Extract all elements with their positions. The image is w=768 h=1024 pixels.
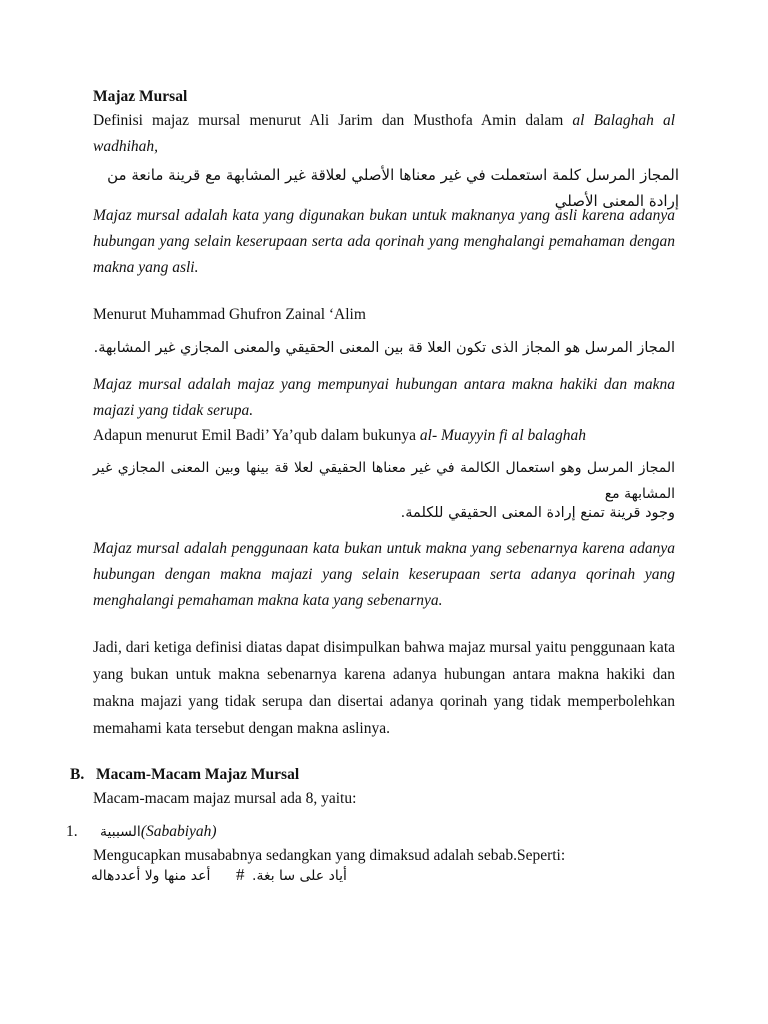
list-item-1-term	[100, 819, 217, 845]
list-item-1-description: Mengucapkan musababnya sedangkan yang dimaksud adalah sebab.Seperti:	[93, 847, 566, 864]
section-title: Majaz Mursal	[93, 88, 188, 105]
definition-3-intro-text: Adapun menurut Emil Badi’ Ya’qub dalam bukunya	[93, 427, 417, 444]
definition-2-intro: Menurut Muhammad Ghufron Zainal ‘Alim	[93, 306, 366, 323]
definition-1-intro-text: Definisi majaz mursal menurut Ali Jarim dan Musthofa Amin dalam	[93, 112, 564, 129]
definition-1-source: al Balaghah al wadhihah,	[93, 112, 676, 155]
example-verse-left: أعد منها ولا أعددهاله	[91, 868, 211, 884]
example-verse-right: أياد على سا بغة.	[252, 868, 347, 884]
list-item-1-number: 1.	[66, 823, 78, 840]
definition-2-translation: Majaz mursal adalah majaz yang mempunyai hubungan antara makna hakiki dan makna majazi yang tidak serupa.	[93, 376, 675, 419]
definition-3-intro	[93, 423, 675, 449]
definition-1-translation: Majaz mursal adalah kata yang digunakan bukan untuk maknanya yang asli karena adanya hubungan yang selain keserupaan serta ada qorinah yang menghalangi pemahaman dengan makna yang asli.	[93, 207, 675, 276]
list-item-1-arabic-term: السببية	[100, 824, 141, 840]
section-b-intro: Macam-macam majaz mursal ada 8, yaitu:	[93, 790, 357, 807]
conclusion-paragraph: Jadi, dari ketiga definisi diatas dapat disimpulkan bahwa majaz mursal yaitu penggunaan kata yang bukan untuk makna sebenarnya karena adanya hubungan antara makna hakiki dan makna majazi yang tidak serupa dan disertai adanya qorinah yang tidak memperbolehkan memahami kata tersebut dengan makna aslinya.	[93, 639, 675, 737]
section-b-marker: B.	[70, 766, 85, 783]
definition-3-arabic-line-1: المجاز المرسل وهو استعمال الكالمة في غير معناها الحقيقي لعلا قة بينها وبين المعنى المجازي غير المشابهة مع	[93, 460, 675, 502]
list-item-1-latin-term: (Sababiyah)	[140, 823, 217, 840]
definition-1-arabic: المجاز المرسل كلمة استعملت في غير معناها الأصلي لعلاقة غير المشابهة مع قرينة مانعة من إرادة المعنى الأصلي	[107, 166, 679, 210]
example-separator: #	[236, 865, 245, 884]
definition-3-source: al- Muayyin fi al balaghah	[419, 427, 587, 444]
definition-3-translation: Majaz mursal adalah penggunaan kata bukan untuk makna yang sebenarnya karena adanya hubungan dengan makna majazi yang selain keserupaan serta adanya qorinah yang menghalangi pemahaman makna kata yang sebenarnya.	[93, 540, 675, 609]
definition-1-intro	[93, 108, 675, 160]
definition-2-arabic: المجاز المرسل هو المجاز الذى تكون العلا قة بين المعنى الحقيقي والمعنى المجازي غير المشابهة.	[93, 340, 675, 356]
section-b-title: Macam-Macam Majaz Mursal	[96, 766, 300, 783]
definition-3-arabic-line-2: وجود قرينة تمنع إرادة المعنى الحقيقي للكلمة.	[400, 505, 675, 521]
